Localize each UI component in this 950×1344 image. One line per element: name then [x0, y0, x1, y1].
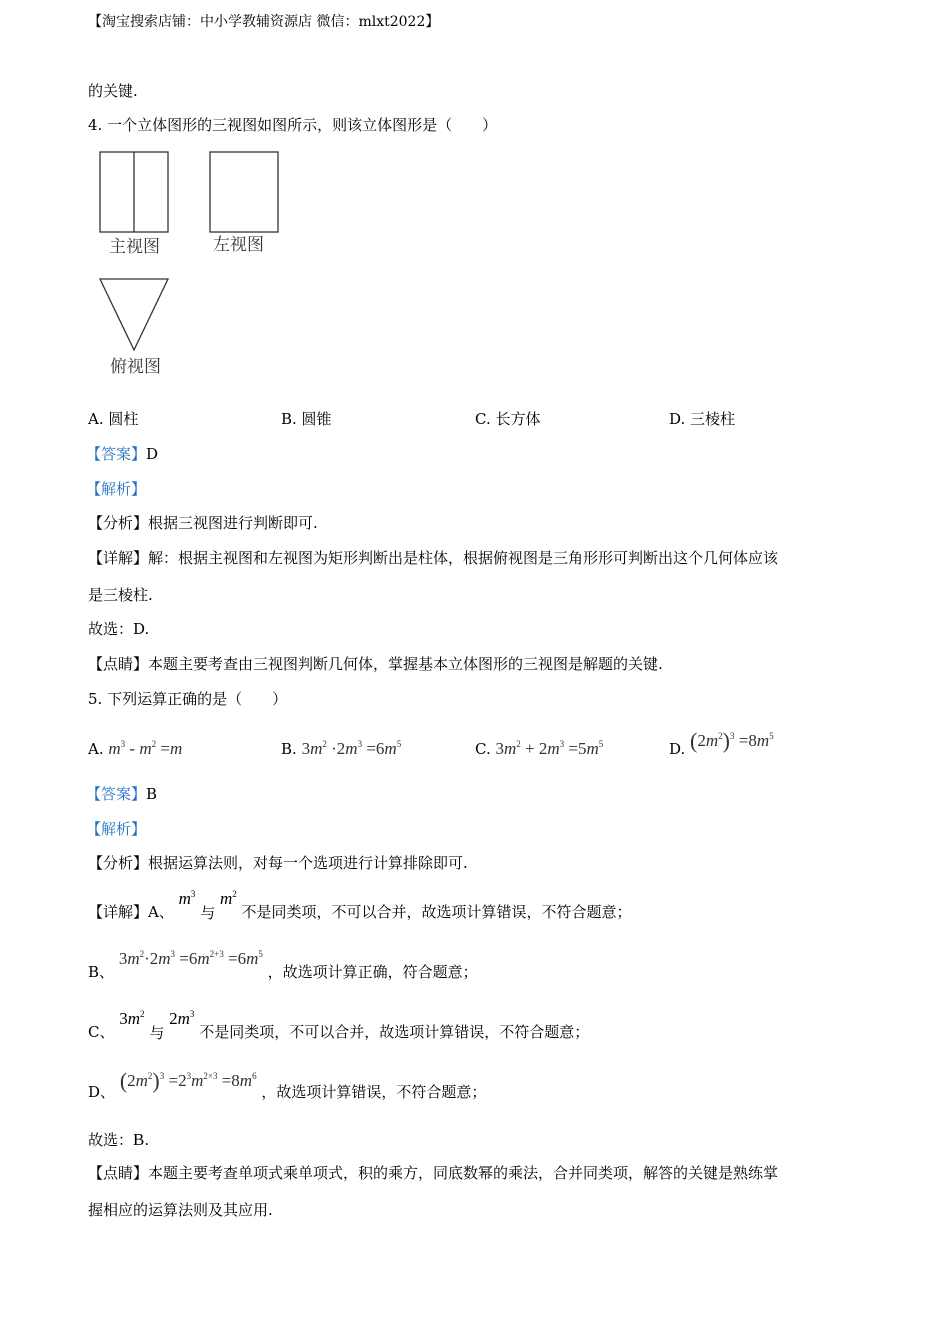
q5-option-c: C. $3m^2 + 2m^3 =5m^5$	[475, 739, 604, 758]
q5-option-a: A. $m^3 - m^2 =m$	[88, 739, 183, 758]
q4-answer-tag: 【答案】	[86, 445, 147, 463]
q4-analysis-tag: 【解析】	[86, 480, 147, 498]
q5-detail-b: B、 $3m^2\cdot 2m^3 =6m^{2+3} =6m^5$ ，故选项计算正确，符合题意；	[88, 949, 478, 981]
front-view-label: 主视图	[109, 237, 160, 257]
q4-detail-line1: 【详解】解：根据主视图和左视图为矩形判断出是柱体，根据俯视图是三角形形可判断出这个几何体应该	[88, 549, 779, 567]
q5-detail-a-expr1: $m^3$	[178, 889, 196, 908]
q4-choice: 故选：D.	[88, 620, 150, 638]
q4-comment: 【点睛】本题主要考查由三视图判断几何体，掌握基本立体图形的三视图是解题的关键.	[88, 655, 663, 673]
q5-detail-d-expr: $(2m^2)^3 =2^3m^{2\times 3} =8m^6$	[119, 1068, 257, 1093]
q5-choice: 故选：B.	[88, 1130, 150, 1149]
q4-answer-line	[86, 447, 158, 462]
q4-detail-line2: 是三棱柱.	[88, 586, 153, 604]
q5-analysis-tag: 【解析】	[86, 820, 147, 838]
q5-option-b: B. $3m^2 \cdot 2m^3 =6m^5$	[281, 739, 402, 758]
front-and-left-view-figure	[98, 150, 282, 240]
q5-detail-d: D、 $(2m^2)^3 =2^3m^{2\times 3} =8m^6$ ，故选项计算错误，不符合题意；	[88, 1068, 487, 1101]
q5-comment-line2: 握相应的运算法则及其应用.	[88, 1201, 273, 1219]
q4-analysis: 【分析】根据三视图进行判断即可.	[88, 514, 318, 532]
intro-tail: 的关键.	[88, 82, 138, 100]
q5-answer-line	[86, 787, 157, 802]
top-view-label: 俯视图	[110, 357, 161, 377]
top-view-figure	[98, 277, 172, 353]
q4-option-b: B. 圆锥	[281, 410, 332, 428]
q5-analysis: 【分析】根据运算法则，对每一个选项进行计算排除即可.	[88, 854, 468, 872]
q5-option-a-expr: $m^3 - m^2 =m$	[108, 739, 183, 758]
q5-answer-tag: 【答案】	[86, 785, 147, 803]
q4-option-c: C. 长方体	[475, 410, 541, 428]
q5-option-d-expr: $(2m^2)^3 =8m^5$	[690, 728, 774, 753]
q5-detail-a: 【详解】A、 $m^3$ 与 $m^2$ 不是同类项，不可以合并，故选项计算错误，不符合题意；	[88, 889, 632, 922]
q5-detail-c-expr1: $3m^2$	[119, 1009, 145, 1028]
q5-stem: 5. 下列运算正确的是（ ）	[88, 690, 288, 708]
q5-option-c-expr: $3m^2 + 2m^3 =5m^5$	[495, 739, 604, 758]
q5-option-d: D. $(2m^2)^3 =8m^5$	[669, 728, 774, 758]
q4-answer: D	[146, 445, 159, 463]
q4-stem: 4. 一个立体图形的三视图如图所示，则该立体图形是（ ）	[88, 116, 498, 134]
q4-option-d: D. 三棱柱	[669, 410, 736, 428]
q5-answer: B	[146, 785, 158, 803]
left-view-label: 左视图	[213, 235, 264, 255]
left-view-rect	[210, 152, 278, 232]
q5-detail-b-expr: $3m^2\cdot 2m^3 =6m^{2+3} =6m^5$	[118, 949, 263, 968]
q4-option-a: A. 圆柱	[88, 410, 139, 428]
q5-detail-c-expr2: $2m^3$	[169, 1009, 195, 1028]
q5-option-b-expr: $3m^2 \cdot 2m^3 =6m^5$	[301, 739, 402, 758]
q5-comment-line1: 【点睛】本题主要考查单项式乘单项式，积的乘方，同底数幂的乘法，合并同类项，解答的关键是熟练掌	[88, 1164, 779, 1182]
q5-detail-c: C、 $3m^2$ 与 $2m^3$ 不是同类项，不可以合并，故选项计算错误，不符合题意；	[88, 1009, 590, 1042]
page-header: 【淘宝搜索店铺：中小学教辅资源店 微信：mlxt2022】	[88, 14, 440, 30]
top-view-triangle	[100, 279, 168, 350]
q5-detail-a-expr2: $m^2$	[219, 889, 237, 908]
